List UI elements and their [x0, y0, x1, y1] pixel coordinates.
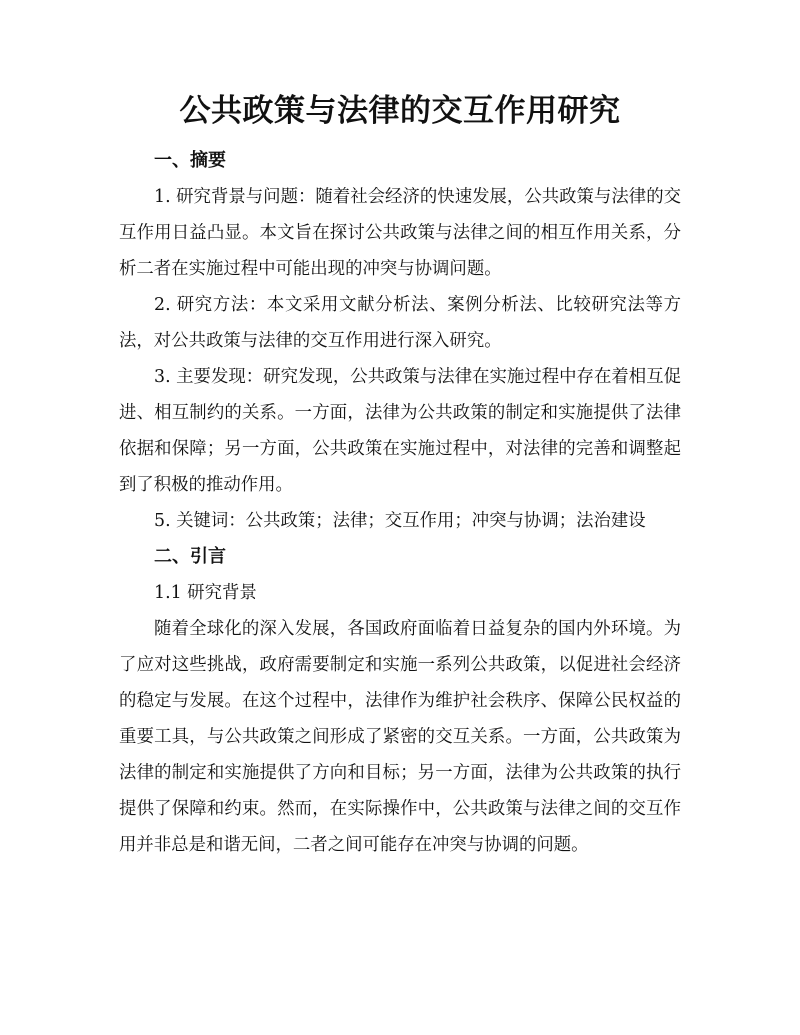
abstract-item-findings: 3. 主要发现：研究发现，公共政策与法律在实施过程中存在着相互促进、相互制约的关系。一方面，法律为公共政策的制定和实施提供了法律依据和保障；另一方面，公共政策在实施过程中，对法律的完善和调整起到了积极的推动作用。: [119, 367, 681, 495]
document-title: 公共政策与法律的交互作用研究: [179, 93, 621, 129]
abstract-item-method: 2. 研究方法：本文采用文献分析法、案例分析法、比较研究法等方法，对公共政策与法律的交互作用进行深入研究。: [119, 295, 681, 351]
abstract-item-background: 1. 研究背景与问题：随着社会经济的快速发展，公共政策与法律的交互作用日益凸显。本文旨在探讨公共政策与法律之间的相互作用关系，分析二者在实施过程中可能出现的冲突与协调问题。: [119, 187, 681, 279]
subsection-heading-background: 1.1 研究背景: [154, 583, 257, 603]
document-body: [119, 143, 681, 863]
abstract-item-keywords: 5. 关键词：公共政策；法律；交互作用；冲突与协调；法治建设: [154, 511, 646, 531]
section-heading-introduction: 二、引言: [154, 546, 226, 567]
section-heading-abstract: 一、摘要: [154, 150, 226, 171]
introduction-paragraph: 随着全球化的深入发展，各国政府面临着日益复杂的国内外环境。为了应对这些挑战，政府需要制定和实施一系列公共政策，以促进社会经济的稳定与发展。在这个过程中，法律作为维护社会秩序、保障公民权益的重要工具，与公共政策之间形成了紧密的交互关系。一方面，公共政策为法律的制定和实施提供了方向和目标；另一方面，法律为公共政策的执行提供了保障和约束。然而，在实际操作中，公共政策与法律之间的交互作用并非总是和谐无间，二者之间可能存在冲突与协调的问题。: [119, 619, 681, 855]
